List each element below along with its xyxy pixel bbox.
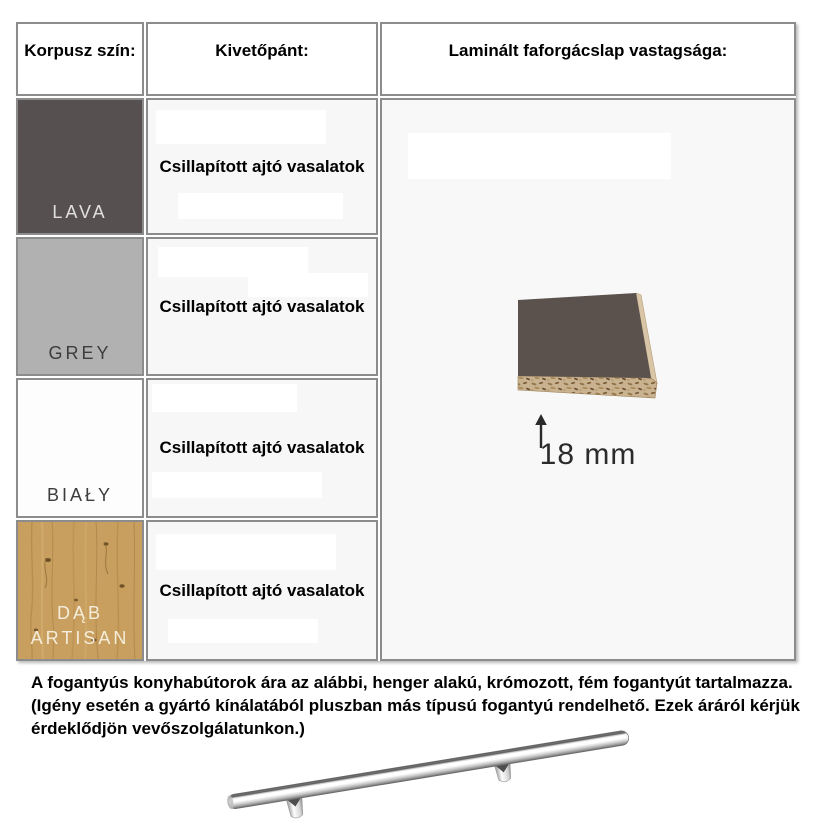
white-patch — [248, 273, 368, 297]
swatch-lava-label: LAVA — [52, 201, 108, 222]
handle-note-line2: (Igény esetén a gyártó kínálatából pluszban más típusú fogantyú rendelhető. Ezek áráról kérjük — [31, 696, 800, 715]
hinge-label: Csillapított ajtó vasalatok — [159, 156, 365, 176]
hinge-cell-grey — [146, 237, 378, 376]
header-kivetopant — [146, 22, 378, 96]
header-laminalt-vastagsag — [380, 22, 796, 96]
white-patch — [168, 619, 318, 643]
header-laminalt-vastagsag-label: Laminált faforgácslap vastagsága: — [448, 41, 728, 60]
thickness-value: 18 mm — [539, 438, 637, 471]
chrome-bar-handle-image — [220, 726, 644, 821]
handle-note-line3: érdeklődjön vevőszolgálatunkon.) — [31, 719, 305, 738]
header-korpusz-szin — [16, 22, 144, 96]
white-patch — [152, 384, 297, 412]
handle-note-line1: A fogantyús konyhabútorok ára az alábbi, henger alakú, krómozott, fém fogantyút tartalmazza. — [31, 673, 793, 692]
white-patch — [156, 534, 336, 570]
swatch-grey-label: GREY — [48, 342, 112, 363]
product-spec-table — [16, 22, 796, 661]
header-kivetopant-label: Kivetőpánt: — [215, 41, 309, 60]
white-patch — [408, 133, 671, 179]
swatch-grey — [16, 237, 144, 376]
hinge-label: Csillapított ajtó vasalatok — [159, 296, 365, 316]
hinge-label: Csillapított ajtó vasalatok — [159, 580, 365, 600]
swatch-bialy — [16, 378, 144, 518]
hinge-label: Csillapított ajtó vasalatok — [159, 438, 365, 457]
white-patch — [152, 472, 322, 498]
swatch-lava — [16, 98, 144, 235]
swatch-bialy-label: BIAŁY — [46, 484, 114, 505]
header-korpusz-szin-label: Korpusz szín: — [24, 41, 136, 60]
hinge-cell-dab-artisan — [146, 520, 378, 661]
white-patch — [178, 193, 343, 219]
swatch-dab-artisan — [16, 520, 144, 661]
hinge-cell-bialy — [146, 378, 378, 518]
white-patch — [156, 110, 326, 144]
hinge-cell-lava — [146, 98, 378, 235]
thickness-cell — [380, 98, 796, 661]
swatch-dab-artisan-label: DĄB ARTISAN — [30, 603, 130, 648]
chipboard-panel-image — [515, 291, 661, 425]
